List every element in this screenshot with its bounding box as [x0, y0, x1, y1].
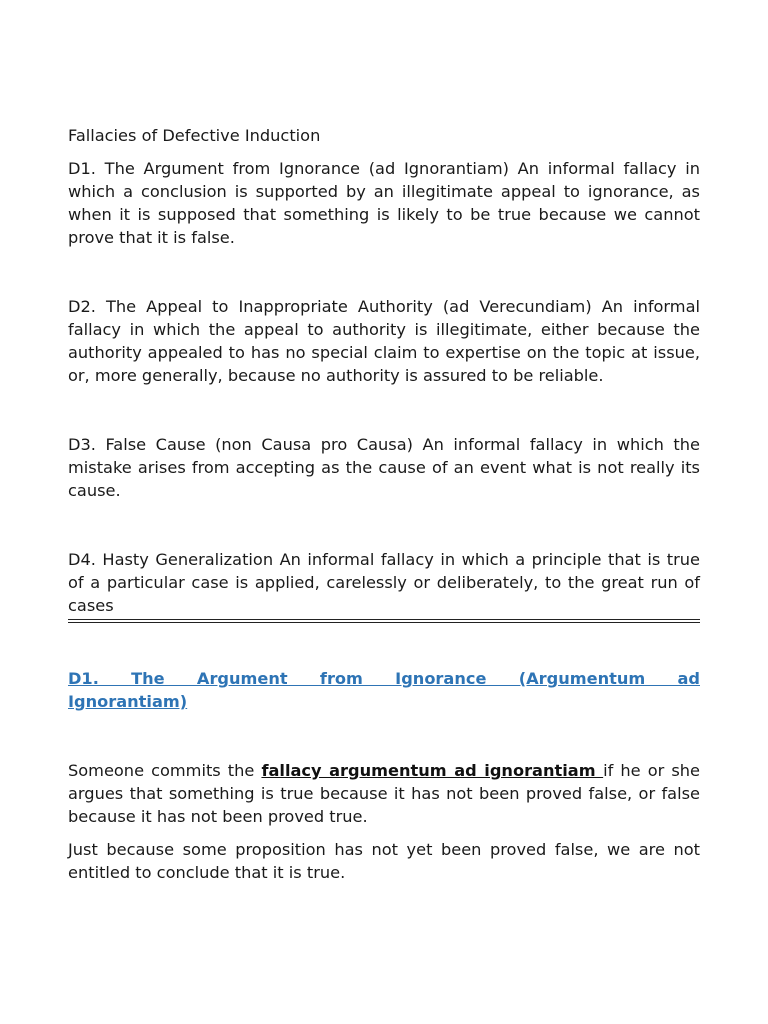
entry-d4: D4. Hasty Generalization An informal fallacy in which a principle that is true of a particular case is applied, carelessly or deliberately, to the great run of cases	[68, 550, 700, 615]
intro-text-before: Someone commits the	[68, 761, 262, 780]
document-page	[68, 124, 700, 884]
section-paragraph-2: Just because some proposition has not yet been proved false, we are not entitled to conclude that it is true.	[68, 840, 700, 882]
fallacy-term: fallacy argumentum ad ignorantiam	[261, 761, 604, 780]
section-heading[interactable]	[68, 667, 700, 713]
section-heading-line2: Ignorantiam)	[68, 692, 188, 711]
section-heading-line1: D1. The Argument from Ignorance (Argumentum ad	[68, 669, 700, 688]
intro-text-after: if he or she argues that something is true because it has not been proved false, or false because it has not been proved true.	[68, 761, 700, 826]
entry-d3: D3. False Cause (non Causa pro Causa) An informal fallacy in which the mistake arises from accepting as the cause of an event what is not really its cause.	[68, 435, 700, 500]
document-heading: Fallacies of Defective Induction	[68, 126, 321, 145]
entry-d2: D2. The Appeal to Inappropriate Authority (ad Verecundiam) An informal fallacy in which the appeal to authority is illegitimate, either because the authority appealed to has no special claim to expertise on the topic at issue, or, more generally, because no authority is assured to be reliable.	[68, 297, 700, 385]
double-rule-divider	[68, 619, 700, 623]
section-intro-paragraph	[68, 759, 700, 828]
entry-d1: D1. The Argument from Ignorance (ad Ignorantiam) An informal fallacy in which a conclusion is supported by an illegitimate appeal to ignorance, as when it is supposed that something is likely to be true because we cannot prove that it is false.	[68, 159, 700, 247]
